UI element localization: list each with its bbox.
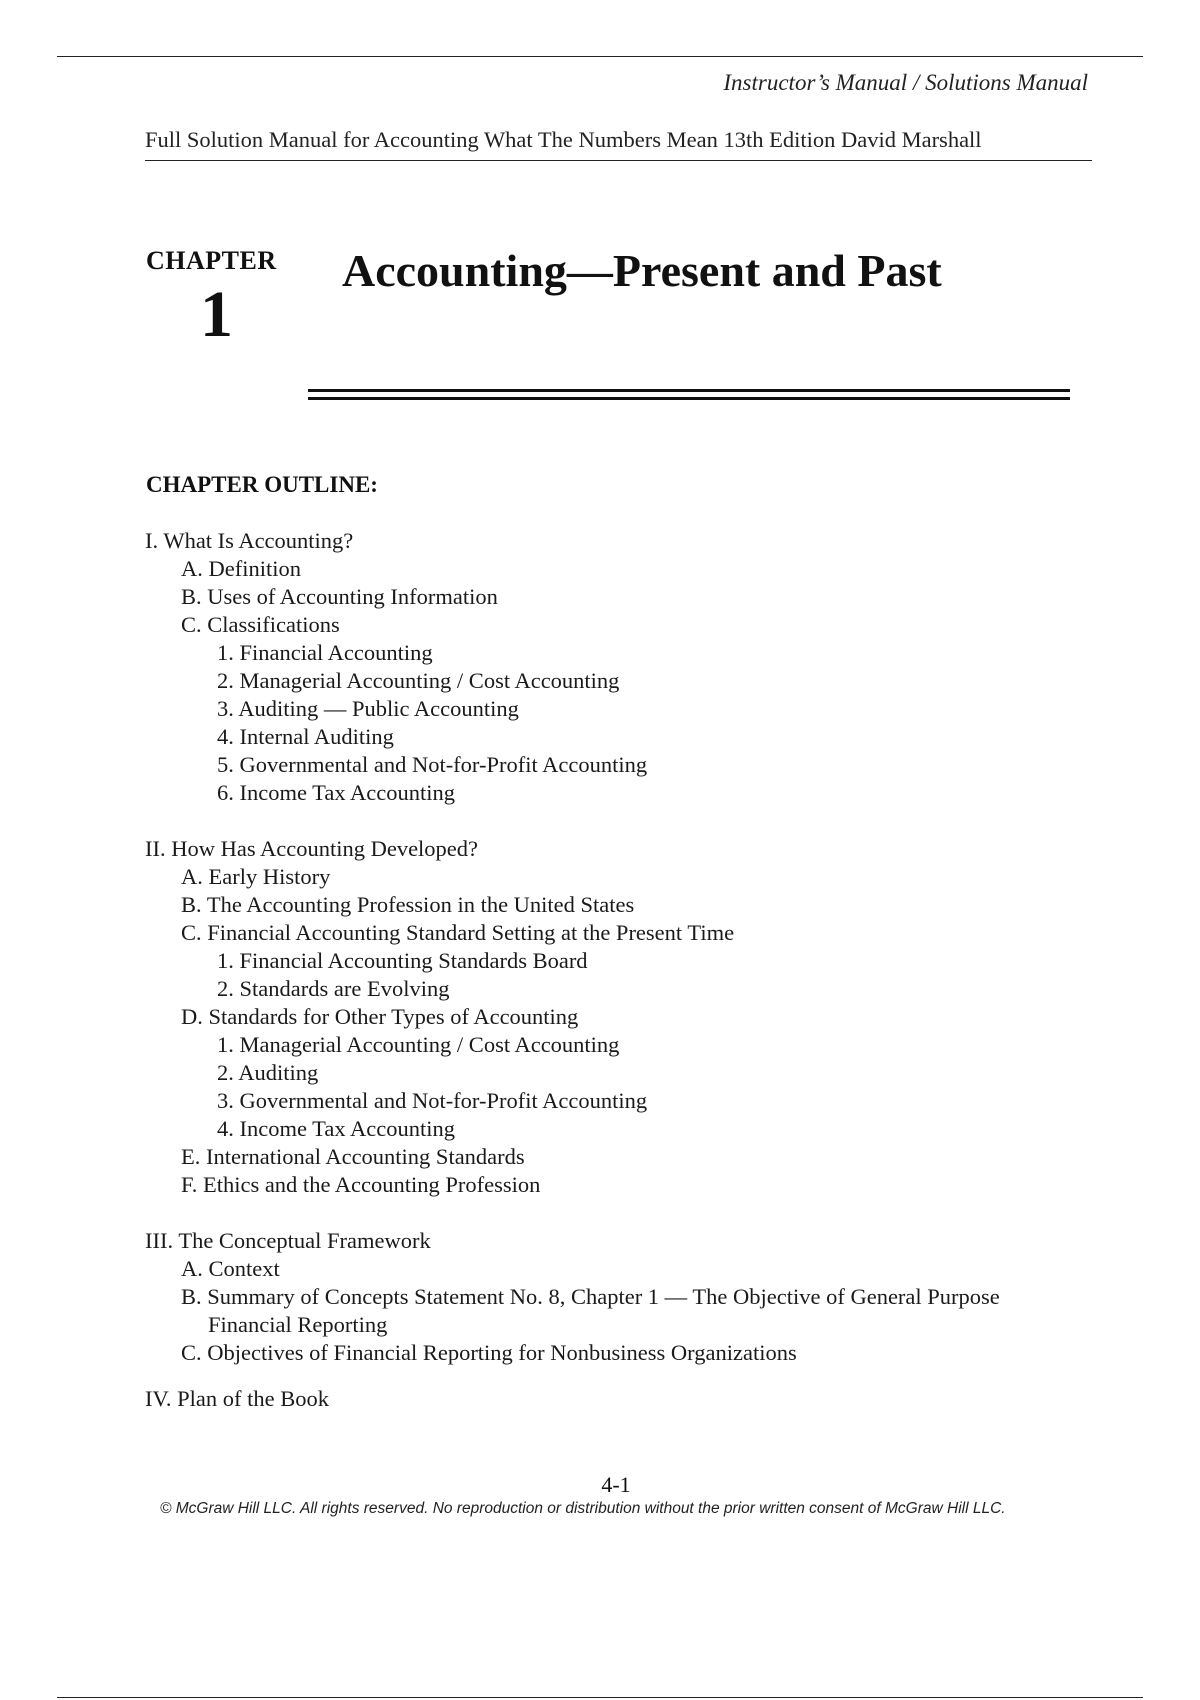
outline-subitem: 2. Standards are Evolving [217,976,450,1001]
bottom-rule [57,1697,1143,1698]
outline-item: E. International Accounting Standards [181,1144,525,1169]
outline-item: A. Early History [181,864,331,889]
chapter-label: CHAPTER [146,246,277,275]
outline-item: B. Uses of Accounting Information [181,584,498,609]
outline-subitem: 1. Financial Accounting [217,640,433,665]
chapter-number: 1 [200,278,233,351]
running-head: Instructor’s Manual / Solutions Manual [723,70,1088,95]
outline-subitem: 1. Financial Accounting Standards Board [217,948,588,973]
outline-subitem: 5. Governmental and Not-for-Profit Accounting [217,752,648,777]
document-title: Full Solution Manual for Accounting What The Numbers Mean 13th Edition David Marshall [145,127,982,152]
outline-subitem: 3. Governmental and Not-for-Profit Accounting [217,1088,648,1113]
top-rule [57,56,1143,57]
copyright-notice: © McGraw Hill LLC. All rights reserved. No reproduction or distribution without the prior written consent of McGraw Hill LLC. [160,1500,1006,1517]
outline-subitem: 4. Internal Auditing [217,724,394,749]
outline-item: C. Classifications [181,612,340,637]
title-rule [145,160,1092,161]
outline-subitem: 2. Managerial Accounting / Cost Accounting [217,668,620,693]
outline-subitem: 2. Auditing [217,1060,319,1085]
outline-section-title: IV. Plan of the Book [145,1386,329,1411]
outline-item: A. Context [181,1256,280,1281]
chapter-double-rule [308,389,1070,400]
outline-item: F. Ethics and the Accounting Profession [181,1172,541,1197]
chapter-title: Accounting—Present and Past [342,245,942,296]
outline-subitem: 6. Income Tax Accounting [217,780,455,805]
outline-item: B. Summary of Concepts Statement No. 8, Chapter 1 — The Objective of General Purpose [181,1284,1000,1309]
chapter-outline [145,527,1095,1413]
outline-heading: CHAPTER OUTLINE: [146,472,378,497]
outline-subitem: 4. Income Tax Accounting [217,1116,455,1141]
outline-section-title: I. What Is Accounting? [145,528,354,553]
outline-subitem: 3. Auditing — Public Accounting [217,696,519,721]
outline-subitem: 1. Managerial Accounting / Cost Accounting [217,1032,620,1057]
outline-item-continuation: Financial Reporting [208,1312,388,1337]
page-number: 4-1 [601,1472,631,1497]
outline-item: D. Standards for Other Types of Accounting [181,1004,579,1029]
outline-item: A. Definition [181,556,301,581]
outline-item: B. The Accounting Profession in the United States [181,892,635,917]
outline-item: C. Objectives of Financial Reporting for Nonbusiness Organizations [181,1340,797,1365]
outline-section-title: III. The Conceptual Framework [145,1228,431,1253]
outline-item: C. Financial Accounting Standard Setting at the Present Time [181,920,735,945]
outline-section-title: II. How Has Accounting Developed? [145,836,479,861]
